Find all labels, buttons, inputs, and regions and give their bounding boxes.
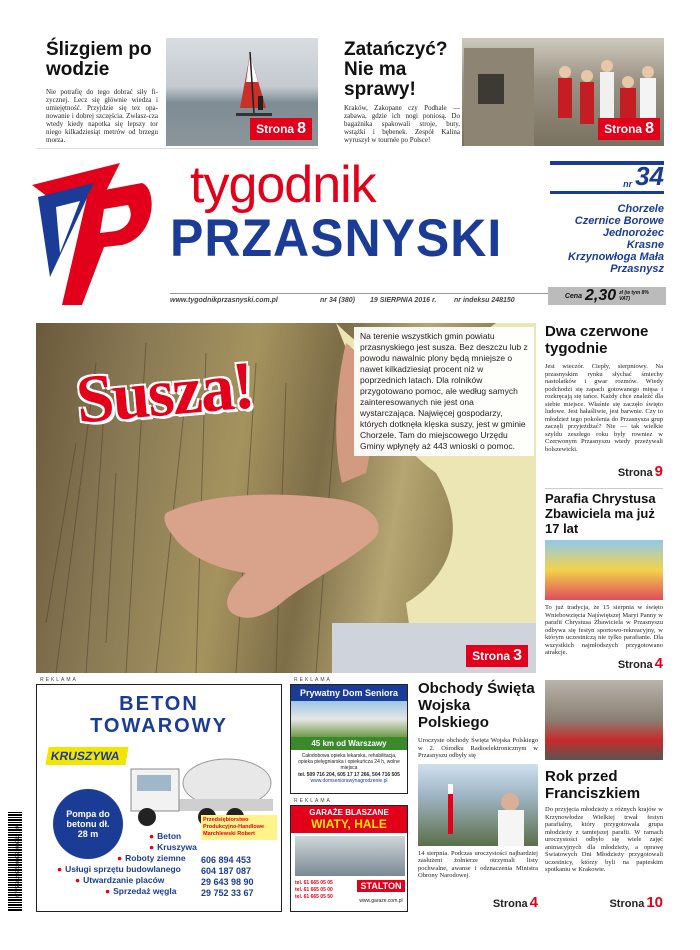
ad-phone[interactable]: tel. 61 665 05 50 [295, 894, 333, 900]
strona-label: Strona [256, 122, 295, 136]
side-story-title: Parafia Chrystusa Zbawiciela ma już 17 lat [545, 491, 656, 536]
ad-beton-title [37, 693, 281, 737]
towns-list [530, 203, 664, 275]
barcode [8, 812, 30, 912]
strona-link[interactable] [618, 655, 663, 672]
ad-garaze-brand: STALTON [357, 880, 405, 892]
strona-number: 8 [645, 120, 654, 137]
side-story-text: To już tradycja, że 15 sierpnia w święto Wniebowzięcia Najświętszej Maryi Panny w parafii Chrystusa Zbawiciela w Przasnyszu odbywa się festyn sportowo-rekreacyjny, w którym uczestniczą nie tylko parafianie. Dla wszystkich najmłodszych przygotowano atrakcje. [545, 604, 663, 656]
town-name: Chorzele [617, 203, 664, 215]
price-value: 2,30 [584, 287, 617, 304]
ad-label: REKLAMA [294, 677, 332, 683]
town-name: Przasnysz [610, 263, 664, 275]
issue-date: 19 SIERPNIA 2016 r. [370, 297, 437, 304]
teaser-text: Kraków, Zakopane czy Podhale — zabawa, gdzie ich nogi poniosą. Do bagażnika spakowali stroje, buty, wstążki i bębenek. Zespół Kalina wyruszył w tournée po Polsce! [344, 104, 460, 144]
town-name: Krasne [626, 239, 664, 251]
strona-link[interactable] [609, 894, 663, 911]
strona-label: Strona [617, 467, 653, 479]
side-story-text: Do przyjęcia młodzieży z różnych krajów w Krzynowłodze Wielkiej trwał festyn parafialny, który przygotowała grupa młodzieży z tamtejszej parafii. W ramach uroczystości odbyło się wiele zajęć animacyjnych dla młodzieży, a oprawę Światowych Dni Młodzieży przygotowali uczestnicy, którzy byli na papieskim spotkaniu w Krakowie. [545, 806, 663, 873]
side-story-text: Uroczyste obchody Święta Wojska Polskiego w 2. Ośrodku Radioelektronicznym w Przasnyszu odbyły się [418, 737, 538, 759]
teaser-photo-windsurf [166, 38, 318, 146]
side-story-4[interactable] [545, 680, 663, 912]
ad-garaze[interactable] [290, 805, 408, 912]
strona-number: 10 [646, 894, 663, 911]
ad-garaze-title-line2: WIATY, HALE [311, 817, 387, 831]
strona-link[interactable] [493, 894, 538, 911]
ad-garaze-web[interactable]: www.garaze.com.pl [359, 898, 403, 904]
side-story-title: Obchody Święta Wojska Polskiego [418, 680, 535, 731]
price-note: zł (w tym 8% VAT) [619, 290, 649, 302]
ad-service-item: ● Utwardzanie placów [75, 875, 165, 885]
strona-number: 4 [654, 655, 663, 672]
strona-number: 8 [297, 120, 306, 137]
teaser-text: Nie potrafię do tego dobrać siły fi-zycznej. Lecz się głównie wiedza i umiejętność. Przyjdzie się tez opa-nowanie i dobrej szczęścia. Zwłasz-cza wtedy kiedy napotka się lepszy tor niego kilkadziesiąt metrów od brzegu morza. [46, 88, 158, 144]
ad-phone[interactable]: tel. 61 665 05 05 [295, 880, 333, 886]
ad-service-item: ● Sprzedaż węgla [105, 886, 177, 896]
masthead-title-bottom: PRZASNYSKI [170, 208, 503, 268]
strona-badge[interactable] [466, 645, 528, 667]
ad-phone[interactable]: 604 187 087 [201, 866, 252, 876]
strona-badge[interactable] [250, 118, 312, 140]
website-link[interactable]: www.tygodnikprzasnyski.com.pl [170, 297, 278, 304]
ad-garaze-photo [295, 836, 405, 876]
strona-label: Strona [617, 659, 653, 671]
ad-phone[interactable]: tel. 61 665 05 00 [295, 887, 333, 893]
teaser-dance[interactable] [336, 36, 664, 149]
strona-badge[interactable] [598, 118, 660, 140]
strona-label: Strona [604, 122, 643, 136]
ad-garaze-title-line1: GARAŻE BLASZANE [309, 808, 389, 817]
ad-phone[interactable]: 29 643 98 90 [201, 877, 254, 887]
side-story-title: Dwa czerwone tygodnie [545, 323, 649, 357]
ad-beton[interactable] [36, 684, 282, 912]
side-story-text: Jest wieczór. Ciepły, sierpniowy. Na przasnyskim rynku słychać śmiechy nastolatków i gwar rozmów. Wtedy podchodzi się zapach gotowanego mięsa i rozkręcają się tańce. Każdy chce znaleźć dla siebie miejsce. Właśnie się zaczęło święto ludowe. Jest hałaśliwie, jest barwnie. Czy to młodzież tego pokolenia do Przasnysza grup zaczęli przyjeżdżać? Nie — tak wielkie szyldu zeszłego roku były rowniez w Czerwonym Przasnyszu wtedy przeżywali bolszewicki. [545, 363, 663, 453]
ad-phones [201, 855, 277, 899]
teaser-windsurf[interactable] [36, 36, 318, 149]
teaser-photo-dancers [462, 38, 664, 146]
main-headline: Susza! [72, 346, 256, 438]
side-story-3[interactable] [418, 680, 538, 912]
ad-service-item: ● Beton [149, 831, 182, 841]
ad-service-item: ● Usługi sprzętu budowlanego [57, 864, 181, 874]
ad-beton-title-line2: TOWAROWY [90, 715, 228, 737]
ad-dom-seniora[interactable] [290, 684, 408, 794]
strona-label: Strona [472, 649, 511, 663]
ad-company-name: Przedsiębiorstwo Produkcyjno-Handlowe Marchlewski Robert [201, 815, 277, 840]
side-story-2[interactable] [545, 488, 663, 673]
issue-prefix: nr [623, 179, 633, 189]
main-story-text: Na terenie wszystkich gmin powiatu przasnyskiego jest susza. Bez deszczu lub z powodu nawalnic plony będą mniejsze o nawet kilkadziesiąt procent niż w poprzednich latach. Dla rolników przygotowano pomoc, ale według samych zainteresowanych nie jest ona wystarczająca. Najwięcej gospodarzy, których dotknęła klęska suszy, jest w gminie Chorzele. Tam do miejscowego Urzędu Gminy wpłynęły aż 443 wnioski o pomoc. [354, 327, 534, 456]
town-name: Krzynowłoga Mała [568, 251, 664, 263]
strona-number: 4 [529, 894, 538, 911]
town-name: Jednorożec [602, 227, 664, 239]
ad-service-item: ● Roboty ziemne [117, 853, 186, 863]
ad-garaze-header [291, 806, 407, 833]
issue-index: nr indeksu 248150 [454, 297, 515, 304]
issue-number-box [550, 161, 664, 189]
side-story-photo [545, 540, 663, 600]
ad-pompa-text: Pompa do betonu dł. 28 m [66, 809, 110, 839]
ad-kruszywa: KRUSZYWA [45, 747, 128, 765]
ad-label: REKLAMA [40, 677, 78, 683]
ad-service-item: ● Kruszywa [149, 842, 197, 852]
ad-beton-title-line1: BETON [119, 693, 199, 715]
ad-dom-title: Prywatny Dom Seniora [291, 685, 407, 701]
price-label: Cena [564, 292, 582, 300]
ad-dom-photo [291, 701, 407, 737]
barcode-text: 977208283520002100012 34 [15, 825, 21, 898]
ad-dom-distance: 45 km od Warszawy [291, 737, 407, 750]
ad-phone[interactable]: 606 894 453 [201, 855, 252, 865]
ad-dom-contact: tel. 509 716 204, 605 17 17 266, 504 716 505 [298, 772, 400, 778]
ad-dom-desc: Całodobowa opieka lekarska, rehabilitacja, opieka pielęgniarska i opiekuńcza 24 h, wolne miejsca [298, 753, 400, 771]
ad-garaze-phones [295, 880, 355, 901]
price-box [548, 287, 666, 305]
main-story-photo[interactable] [36, 323, 536, 673]
masthead-title-top: tygodnik [190, 156, 376, 214]
ad-phone[interactable]: 29 752 33 67 [201, 888, 254, 898]
strona-label: Strona [492, 898, 528, 910]
side-story-1[interactable] [545, 323, 663, 483]
issue-full: nr 34 (380) [320, 297, 356, 304]
side-story-photo [418, 764, 538, 846]
ad-services-list [57, 831, 197, 897]
strona-label: Strona [609, 898, 645, 910]
issue-number: 34 [635, 161, 664, 191]
ad-dom-web[interactable]: www.domseniorawynagrodzenie.pl [310, 778, 388, 784]
masthead [30, 155, 670, 317]
strona-number: 9 [654, 463, 663, 480]
strona-link[interactable] [618, 463, 663, 480]
ad-label: REKLAMA [294, 798, 332, 804]
logo-tp [30, 157, 160, 309]
teaser-title: Ślizgiem po wodzie [46, 39, 152, 80]
side-story-photo [545, 680, 663, 760]
side-story-title: Rok przed Franciszkiem [545, 768, 641, 802]
side-story-text: 14 sierpnia. Podczas uroczystości najbardziej zasłużeni żołnierze otrzymali listy pochwalne, awanse i odznaczenia Ministra Obrony Narodowej. [418, 849, 538, 879]
issue-underline [550, 191, 664, 194]
town-name: Czernice Borowe [574, 215, 664, 227]
teaser-title: Zatańczyć? Nie ma sprawy! [344, 39, 448, 100]
strona-number: 3 [513, 647, 522, 664]
